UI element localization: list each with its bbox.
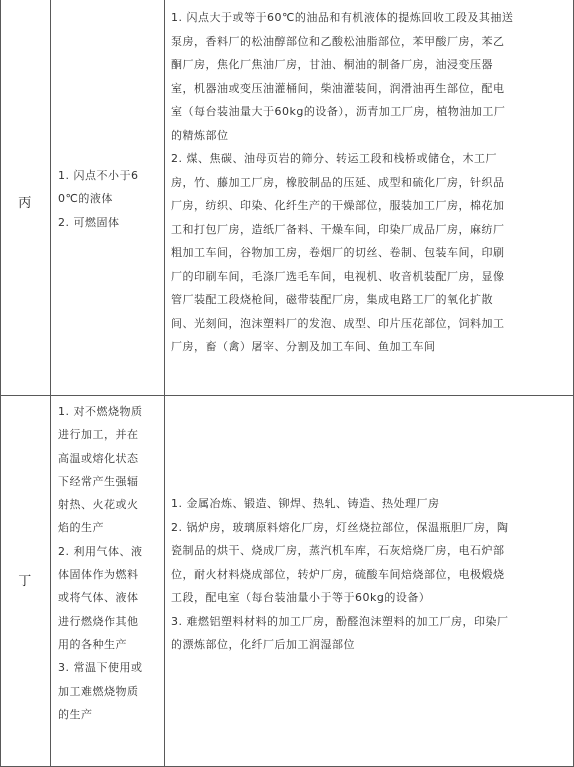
column-divider-2 bbox=[164, 0, 165, 767]
example-line: 室，机器油或变压油灌桶间，柴油灌装间，润滑油再生部位，配电 bbox=[171, 81, 505, 95]
example-line: 房，竹、藤加工厂房，橡胶制品的压延、成型和硫化厂房，针织品 bbox=[171, 175, 505, 189]
category-cell: 丙 bbox=[18, 196, 32, 211]
example-line: 室（每台装油量大于60kg的设备），沥青加工厂房，植物油加工厂 bbox=[171, 105, 506, 118]
examples-cell bbox=[171, 6, 569, 359]
example-line: 粗加工车间，谷物加工房，卷烟厂的切丝、卷制、包装车间，印刷 bbox=[171, 246, 505, 259]
example-line: 的精炼部位 bbox=[171, 128, 229, 142]
property-line: 1. 闪点不小于6 bbox=[58, 169, 139, 182]
property-line: 3. 常温下使用或 bbox=[58, 661, 143, 675]
example-line: 工和打包厂房，造纸厂备料、干燥车间，印染厂成品厂房，麻纺厂 bbox=[171, 222, 505, 236]
property-line: 2. 利用气体、液 bbox=[58, 544, 143, 558]
property-line: 体固体作为燃料 bbox=[58, 568, 139, 582]
example-line: 的漂炼部位，化纤厂后加工润湿部位 bbox=[171, 638, 355, 651]
example-line: 1. 闪点大于或等于60℃的油品和有机液体的提炼回收工段及其抽送 bbox=[171, 11, 514, 24]
example-line: 1. 金属冶炼、锻造、铆焊、热轧、铸造、热处理厂房 bbox=[171, 497, 440, 510]
category-cell: 丁 bbox=[18, 574, 32, 589]
property-line: 进行燃烧作其他 bbox=[58, 614, 139, 628]
example-line: 酮厂房，焦化厂焦油厂房，甘油、桐油的制备厂房，油浸变压器 bbox=[171, 58, 493, 71]
examples-cell bbox=[171, 492, 569, 657]
property-line: 高温或熔化状态 bbox=[58, 451, 139, 465]
example-line: 2. 锅炉房，玻璃原料熔化厂房，灯丝烧拉部位，保温瓶胆厂房，陶 bbox=[171, 520, 509, 534]
example-line: 工段，配电室（每台装油量小于等于60kg的设备） bbox=[171, 591, 431, 604]
property-line: 2. 可燃固体 bbox=[58, 215, 120, 229]
property-line: 下经常产生强辐 bbox=[58, 474, 139, 488]
example-line: 间、光刻间，泡沫塑料厂的发泡、成型、印片压花部位，饲料加工 bbox=[171, 316, 505, 330]
example-line: 厂房，畜（禽）屠宰、分割及加工车间、鱼加工车间 bbox=[171, 340, 436, 353]
property-line: 进行加工，并在 bbox=[58, 428, 139, 442]
column-divider-1 bbox=[50, 0, 51, 767]
example-line: 厂房，纺织、印染、化纤生产的干燥部位，服装加工厂房，棉花加 bbox=[171, 199, 505, 212]
property-line: 0℃的液体 bbox=[58, 192, 113, 206]
example-line: 厂的印刷车间，毛涤厂选毛车间，电视机、收音机装配厂房，显像 bbox=[171, 269, 505, 283]
property-line: 焰的生产 bbox=[58, 521, 104, 535]
example-line: 管厂装配工段烧枪间，磁带装配厂房，集成电路工厂的氧化扩散 bbox=[171, 293, 493, 306]
properties-cell bbox=[58, 164, 161, 234]
table-border-left bbox=[0, 0, 1, 767]
properties-cell bbox=[58, 400, 161, 726]
example-line: 泵房，香料厂的松油醇部位和乙酸松油脂部位，苯甲酸厂房，苯乙 bbox=[171, 34, 505, 48]
property-line: 1. 对不燃烧物质 bbox=[58, 405, 143, 418]
row-divider bbox=[0, 395, 574, 396]
property-line: 加工难燃烧物质 bbox=[58, 684, 139, 698]
example-line: 位，耐火材料烧成部位，转炉厂房，硫酸车间焙烧部位，电极煅烧 bbox=[171, 567, 505, 581]
property-line: 用的各种生产 bbox=[58, 637, 127, 651]
property-line: 射热、火花或火 bbox=[58, 498, 139, 512]
property-line: 或将气体、液体 bbox=[58, 591, 139, 605]
property-line: 的生产 bbox=[58, 707, 93, 721]
example-line: 瓷制品的烘干、烧成厂房，蒸汽机车库，石灰焙烧厂房，电石炉部 bbox=[171, 544, 505, 557]
example-line: 3. 难燃铝塑料材料的加工厂房，酚醛泡沫塑料的加工厂房，印染厂 bbox=[171, 614, 509, 628]
example-line: 2. 煤、焦碳、油母页岩的筛分、转运工段和栈桥或储仓，木工厂 bbox=[171, 152, 497, 165]
